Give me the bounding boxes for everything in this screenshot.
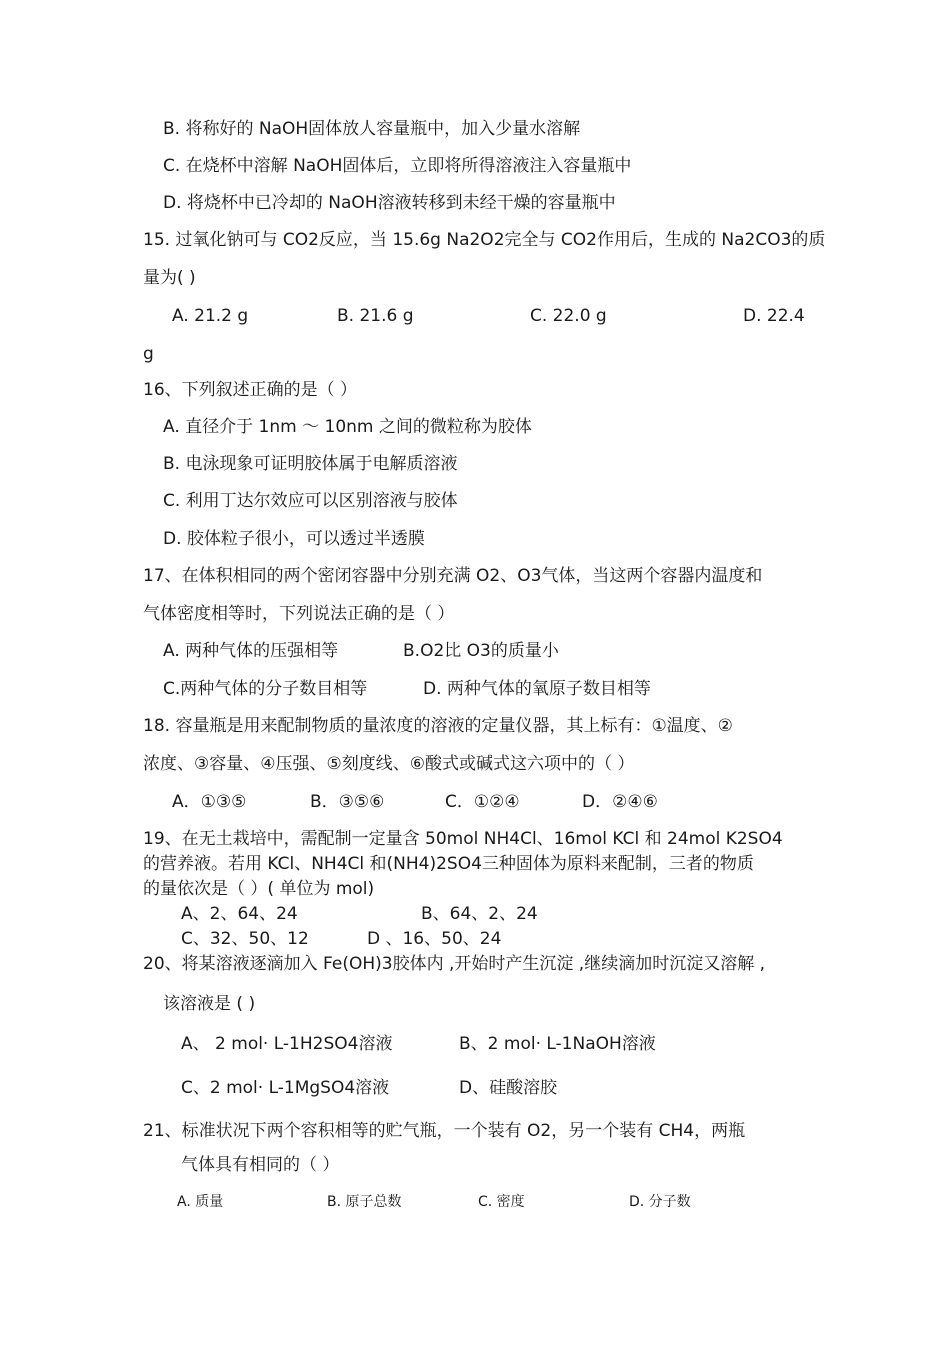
q14-option-b: B. 将称好的 NaOH固体放人容量瓶中，加入少量水溶解 (163, 119, 581, 139)
q17-option-d: D. 两种气体的氧原子数目相等 (423, 679, 651, 699)
q16-option-a: A. 直径介于 1nm ～ 10nm 之间的微粒称为胶体 (163, 417, 532, 437)
q20-stem-line1: 20、将某溶液逐滴加入 Fe(OH)3胶体内 ,开始时产生沉淀 ,继续滴加时沉淀又溶解 , (143, 954, 766, 974)
q18-option-a: A．①③⑤ (172, 792, 247, 812)
q21-stem-line2: 气体具有相同的（ ） (181, 1155, 340, 1175)
q17-stem-line2: 气体密度相等时，下列说法正确的是（ ） (143, 604, 455, 624)
q19-option-a: A、2、64、24 (181, 904, 298, 924)
q17-option-b: B.O2比 O3的质量小 (403, 641, 559, 661)
q19-stem-line2: 的营养液。若用 KCl、NH4Cl 和(NH4)2SO4三种固体为原料来配制，三者的物质 (143, 854, 754, 874)
q17-stem-line1: 17、在体积相同的两个密闭容器中分别充满 O2、O3气体，当这两个容器内温度和 (143, 566, 763, 586)
q14-option-c: C. 在烧杯中溶解 NaOH固体后，立即将所得溶液注入容量瓶中 (163, 156, 632, 176)
q18-option-c: C．①②④ (445, 792, 520, 812)
q16-stem: 16、下列叙述正确的是（ ） (143, 380, 358, 400)
q21-stem-line1: 21、标准状况下两个容积相等的贮气瓶，一个装有 O2，另一个装有 CH4，两瓶 (143, 1121, 746, 1141)
q20-option-b: B、2 mol· L-1NaOH溶液 (459, 1034, 656, 1054)
q18-option-b: B．③⑤⑥ (310, 792, 385, 812)
q16-option-d: D. 胶体粒子很小，可以透过半透膜 (163, 529, 425, 549)
q21-option-c: C. 密度 (478, 1194, 525, 1210)
q15-stem-line1: 15. 过氧化钠可与 CO2反应，当 15.6g Na2O2完全与 CO2作用后，生成的 Na2CO3的质 (143, 230, 826, 250)
q21-option-a: A. 质量 (177, 1194, 224, 1210)
q14-option-d: D. 将烧杯中已冷却的 NaOH溶液转移到未经干燥的容量瓶中 (163, 193, 616, 213)
q18-stem-line2: 浓度、③容量、④压强、⑤刻度线、⑥酸式或碱式这六项中的（ ） (143, 754, 635, 774)
q20-stem-line2: 该溶液是 ( ) (163, 994, 256, 1014)
q19-option-b: B、64、2、24 (421, 904, 538, 924)
q16-option-c: C. 利用丁达尔效应可以区别溶液与胶体 (163, 491, 458, 511)
q20-option-d: D、硅酸溶胶 (459, 1078, 558, 1098)
q15-option-b: B. 21.6 g (337, 306, 414, 326)
q15-option-c: C. 22.0 g (530, 306, 607, 326)
q17-option-a: A. 两种气体的压强相等 (163, 641, 339, 661)
q21-option-b: B. 原子总数 (327, 1194, 402, 1210)
q19-option-d: D 、16、50、24 (367, 929, 502, 949)
q19-stem-line1: 19、在无土栽培中，需配制一定量含 50mol NH4Cl、16mol KCl 和 24mol K2SO4 (143, 829, 783, 849)
q15-stem-line2: 量为( ) (143, 268, 196, 288)
q15-option-a: A. 21.2 g (172, 306, 249, 326)
q20-option-c: C、2 mol· L-1MgSO4溶液 (181, 1078, 390, 1098)
q15-option-d: D. 22.4 (743, 306, 805, 326)
q17-option-c: C.两种气体的分子数目相等 (163, 679, 368, 699)
q21-option-d: D. 分子数 (629, 1194, 691, 1210)
q16-option-b: B. 电泳现象可证明胶体属于电解质溶液 (163, 454, 458, 474)
q19-option-c: C、32、50、12 (181, 929, 309, 949)
q18-option-d: D．②④⑥ (582, 792, 658, 812)
q18-stem-line1: 18. 容量瓶是用来配制物质的量浓度的溶液的定量仪器，其上标有：①温度、② (143, 716, 733, 736)
q19-stem-line3: 的量依次是（ ）( 单位为 mol) (143, 879, 375, 899)
q15-option-d-unit: g (143, 344, 154, 364)
q20-option-a: A、 2 mol· L-1H2SO4溶液 (181, 1034, 393, 1054)
